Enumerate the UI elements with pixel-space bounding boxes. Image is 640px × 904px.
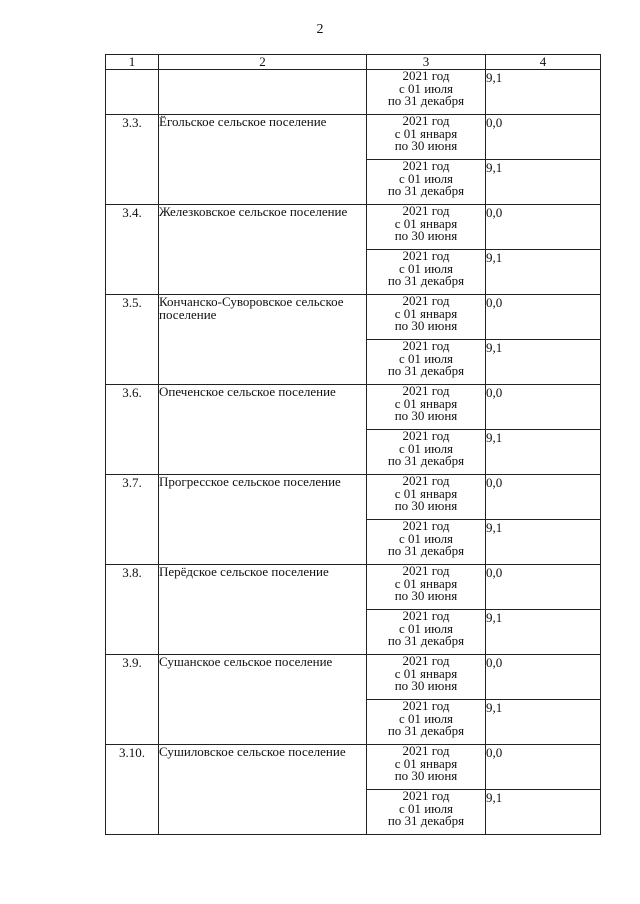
- period-line: по 31 декабря: [387, 723, 465, 738]
- period-line: по 30 июня: [394, 228, 458, 243]
- period-line: по 30 июня: [394, 318, 458, 333]
- table-row: [106, 70, 601, 115]
- number-cell: [106, 70, 159, 115]
- table-row: [106, 475, 601, 520]
- period-cell: [367, 160, 486, 205]
- period-line: с 01 января: [394, 665, 458, 681]
- period-line: с 01 января: [394, 575, 458, 591]
- period-cell: [367, 520, 486, 565]
- value-cell: 9,1: [486, 520, 601, 565]
- number-cell: 3.10.: [106, 745, 159, 835]
- settlement-name-cell: Железковское сельское поселение: [159, 205, 367, 295]
- period-line: с 01 июля: [398, 260, 454, 276]
- period-line: с 01 июля: [398, 440, 454, 456]
- value-cell: 0,0: [486, 115, 601, 160]
- period-line: по 31 декабря: [387, 363, 465, 378]
- period-line: по 30 июня: [394, 498, 458, 513]
- settlement-name-cell: Ёгольское сельское поселение: [159, 115, 367, 205]
- period-line: 2021 год: [402, 473, 450, 488]
- period-line: по 30 июня: [394, 408, 458, 423]
- period-line: с 01 января: [394, 125, 458, 141]
- number-cell: 3.3.: [106, 115, 159, 205]
- value-cell: 9,1: [486, 430, 601, 475]
- period-line: 2021 год: [402, 68, 450, 83]
- period-cell: [367, 115, 486, 160]
- value-cell: 9,1: [486, 700, 601, 745]
- period-line: по 31 декабря: [387, 93, 465, 108]
- period-line: 2021 год: [402, 338, 450, 353]
- period-line: по 30 июня: [394, 138, 458, 153]
- table-row: [106, 385, 601, 430]
- period-line: с 01 июля: [398, 710, 454, 726]
- period-line: по 31 декабря: [387, 543, 465, 558]
- period-line: 2021 год: [402, 608, 450, 623]
- period-cell: [367, 430, 486, 475]
- table-row: [106, 565, 601, 610]
- period-line: по 31 декабря: [387, 183, 465, 198]
- period-cell: [367, 610, 486, 655]
- period-line: с 01 июля: [398, 350, 454, 366]
- name-cell: [159, 70, 367, 115]
- column-header-2: 2: [159, 55, 367, 70]
- settlement-name-cell: Сушанское сельское поселение: [159, 655, 367, 745]
- number-cell: 3.5.: [106, 295, 159, 385]
- column-header-3: 3: [367, 55, 486, 70]
- period-line: 2021 год: [402, 743, 450, 758]
- number-cell: 3.4.: [106, 205, 159, 295]
- period-cell: [367, 475, 486, 520]
- period-cell: [367, 340, 486, 385]
- period-line: 2021 год: [402, 203, 450, 218]
- table-header-row: [106, 55, 601, 70]
- period-cell: [367, 565, 486, 610]
- period-line: 2021 год: [402, 383, 450, 398]
- rates-table: [105, 54, 601, 835]
- value-cell: 9,1: [486, 790, 601, 835]
- period-cell: [367, 295, 486, 340]
- number-cell: 3.8.: [106, 565, 159, 655]
- period-line: по 31 декабря: [387, 633, 465, 648]
- period-line: с 01 января: [394, 755, 458, 771]
- value-cell: 9,1: [486, 610, 601, 655]
- period-cell: [367, 250, 486, 295]
- period-cell: [367, 205, 486, 250]
- period-line: с 01 июля: [398, 80, 454, 96]
- settlement-name-cell: Прогресское сельское поселение: [159, 475, 367, 565]
- period-line: с 01 января: [394, 215, 458, 231]
- period-line: 2021 год: [402, 653, 450, 668]
- period-cell: [367, 790, 486, 835]
- period-line: 2021 год: [402, 293, 450, 308]
- table-row: [106, 205, 601, 250]
- value-cell: 0,0: [486, 205, 601, 250]
- value-cell: 0,0: [486, 475, 601, 520]
- column-header-4: 4: [486, 55, 601, 70]
- settlement-name-cell: Сушиловское сельское поселение: [159, 745, 367, 835]
- period-line: 2021 год: [402, 788, 450, 803]
- number-cell: 3.6.: [106, 385, 159, 475]
- period-line: с 01 июля: [398, 530, 454, 546]
- period-line: с 01 июля: [398, 620, 454, 636]
- period-line: с 01 июля: [398, 800, 454, 816]
- period-line: с 01 января: [394, 305, 458, 321]
- table-row: [106, 655, 601, 700]
- page-number: 2: [316, 22, 324, 37]
- period-line: с 01 января: [394, 395, 458, 411]
- value-cell: 0,0: [486, 565, 601, 610]
- value-cell: 9,1: [486, 70, 601, 115]
- period-line: 2021 год: [402, 248, 450, 263]
- period-cell: [367, 700, 486, 745]
- period-line: с 01 января: [394, 485, 458, 501]
- period-line: 2021 год: [402, 113, 450, 128]
- table-row: [106, 295, 601, 340]
- period-line: по 31 декабря: [387, 453, 465, 468]
- period-line: по 31 декабря: [387, 813, 465, 828]
- period-line: 2021 год: [402, 428, 450, 443]
- column-header-1: 1: [106, 55, 159, 70]
- period-line: с 01 июля: [398, 170, 454, 186]
- number-cell: 3.7.: [106, 475, 159, 565]
- table-row: [106, 115, 601, 160]
- value-cell: 0,0: [486, 655, 601, 700]
- number-cell: 3.9.: [106, 655, 159, 745]
- settlement-name-cell: Перёдское сельское поселение: [159, 565, 367, 655]
- settlement-name-cell: Кончанско-Суворовское сельское поселение: [159, 295, 367, 385]
- period-line: по 30 июня: [394, 678, 458, 693]
- value-cell: 0,0: [486, 295, 601, 340]
- period-line: по 30 июня: [394, 768, 458, 783]
- value-cell: 9,1: [486, 340, 601, 385]
- settlement-name-cell: Опеченское сельское поселение: [159, 385, 367, 475]
- period-cell: [367, 655, 486, 700]
- period-line: 2021 год: [402, 518, 450, 533]
- value-cell: 0,0: [486, 745, 601, 790]
- period-line: 2021 год: [402, 698, 450, 713]
- table-row: [106, 745, 601, 790]
- period-line: по 30 июня: [394, 588, 458, 603]
- period-cell: [367, 70, 486, 115]
- value-cell: 9,1: [486, 250, 601, 295]
- period-cell: [367, 745, 486, 790]
- value-cell: 0,0: [486, 385, 601, 430]
- period-line: 2021 год: [402, 563, 450, 578]
- period-line: по 31 декабря: [387, 273, 465, 288]
- period-cell: [367, 385, 486, 430]
- period-line: 2021 год: [402, 158, 450, 173]
- value-cell: 9,1: [486, 160, 601, 205]
